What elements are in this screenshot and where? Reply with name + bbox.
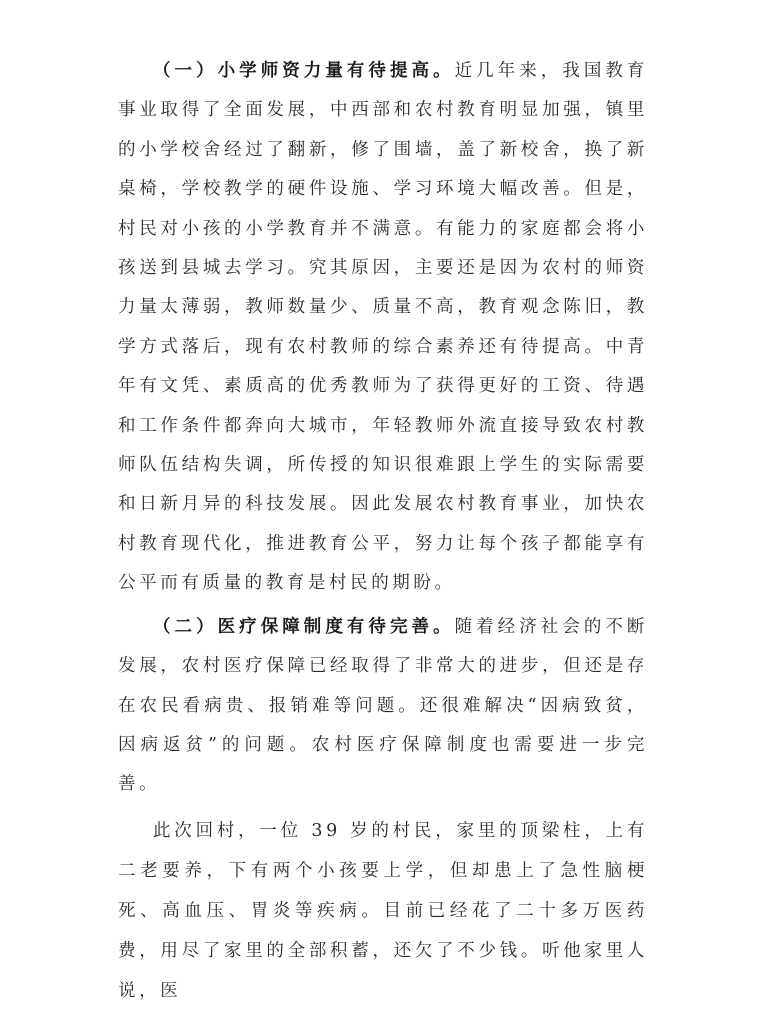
paragraph-text-medical: 随着经济社会的不断发展，农村医疗保障已经取得了非常大的进步，但还是存在农民看病贵、报销难等问题。还很难解决“因病致贫，因病返贫”的问题。农村医疗保障制度也需要进一步完善。 — [118, 616, 649, 795]
paragraph-medical-insurance — [118, 608, 648, 805]
paragraph-villager-case — [118, 811, 648, 1011]
paragraph-text-teachers: 近几年来，我国教育事业取得了全面发展，中西部和农村教育明显加强，镇里的小学校舍经过了翻新，修了围墙，盖了新校舍，换了新桌椅，学校教学的硬件设施、学习环境大幅改善。但是，村民对小孩的小学教育并不满意。有能力的家庭都会将小孩送到县城去学习。究其原因，主要还是因为农村的师资力量太薄弱，教师数量少、质量不高，教育观念陈旧，教学方式落后，现有农村教师的综合素养还有待提高。中青年有文凭、素质高的优秀教师为了获得更好的工资、待遇和工作条件都奔向大城市，年轻教师外流直接导致农村教师队伍结构失调，所传授的知识很难跟上学生的实际需要和日新月异的科技发展。因此发展农村教育事业，加快农村教育现代化，推进教育公平，努力让每个孩子都能享有公平而有质量的教育是村民的期盼。 — [118, 61, 649, 594]
paragraph-primary-school-teachers — [118, 52, 648, 604]
paragraph-text-villager-case: 此次回村，一位 39 岁的村民，家里的顶梁柱，上有二老要养，下有两个小孩要上学，但却患上了急性脑梗死、高血压、胃炎等疾病。目前已经花了二十多万医药费，用尽了家里的全部积蓄，还欠了不少钱。听他家里人说，医 — [118, 820, 648, 1001]
document-body — [118, 52, 648, 1011]
section-heading-medical: （二）医疗保障制度有待完善。 — [153, 616, 455, 637]
section-heading-teachers: （一）小学师资力量有待提高。 — [153, 61, 455, 81]
